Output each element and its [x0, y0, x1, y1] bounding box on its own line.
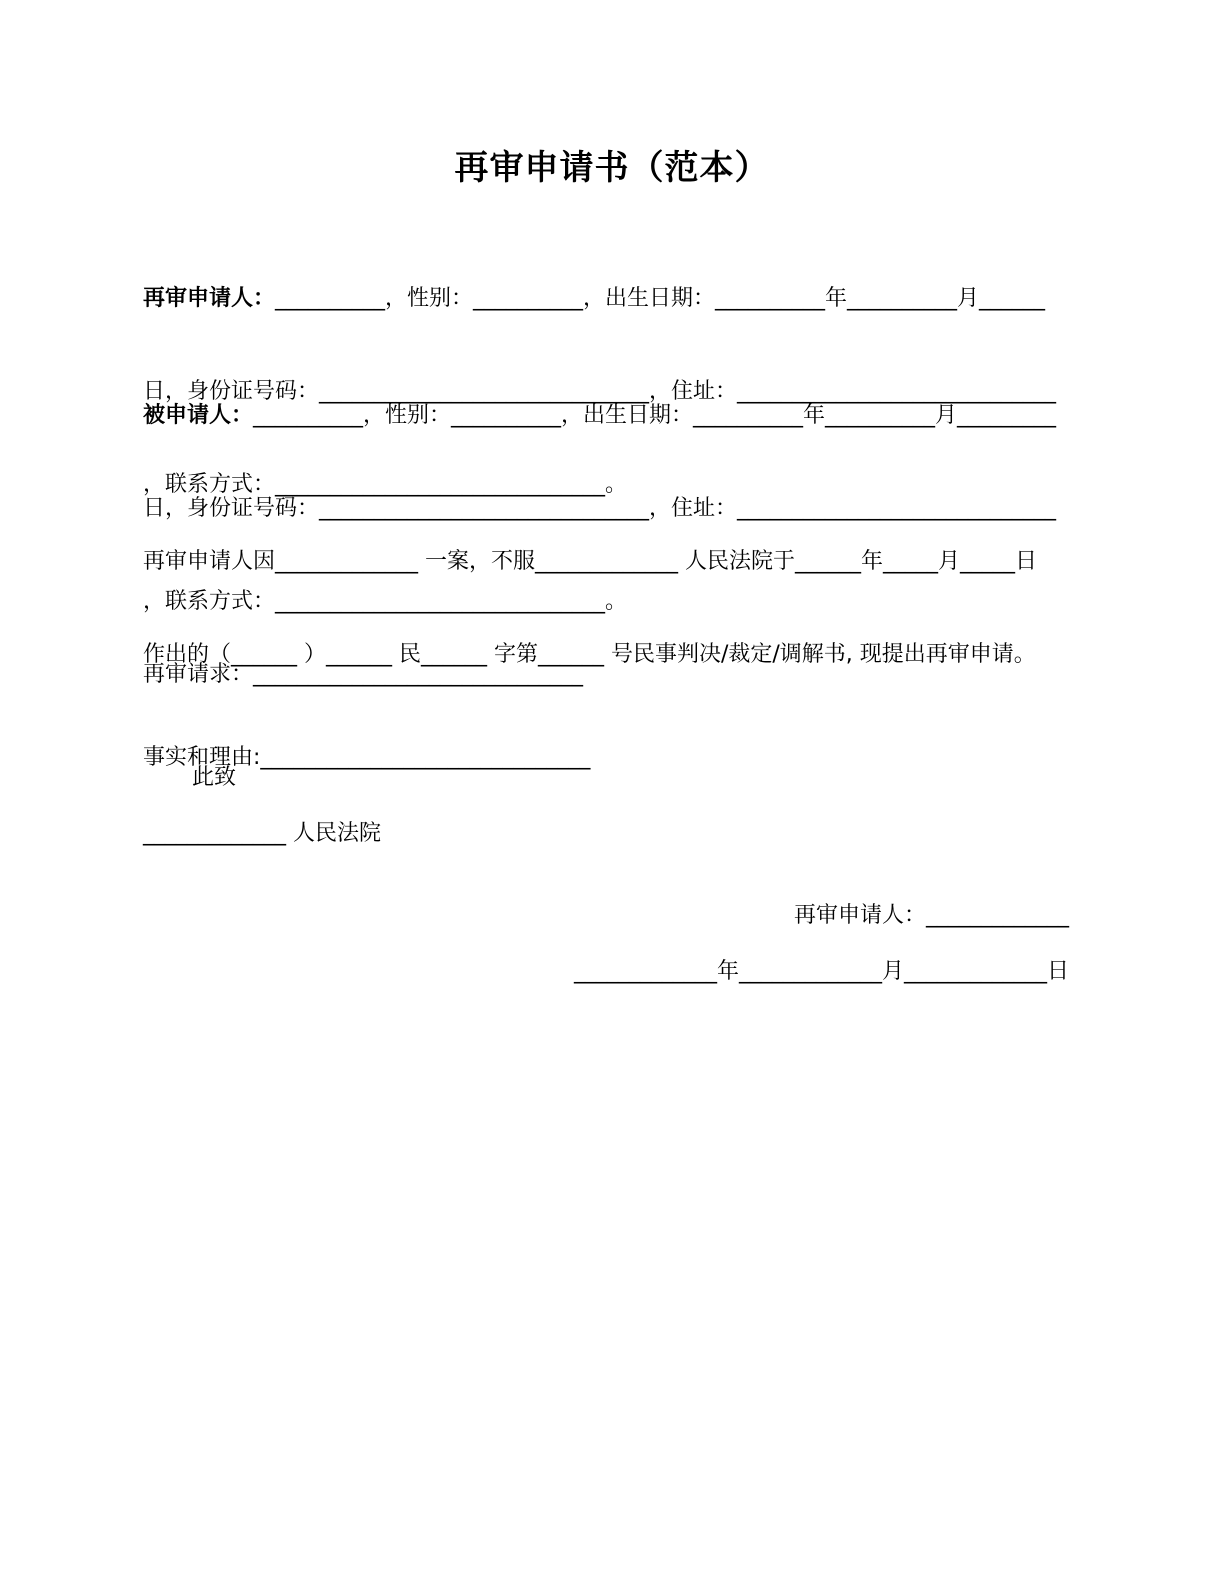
- applicant-line-1: __________，性别：__________，出生日期：__________年__________月______: [275, 286, 1046, 311]
- respondent-line-1: __________，性别：__________，出生日期：__________年__________月_________: [253, 403, 1057, 428]
- date-line: _____________年_____________月_____________日: [573, 959, 1069, 984]
- applicant-line-2: 日，身份证号码：______________________________，住址：_____________________________: [143, 379, 1057, 404]
- document-title: 再审申请书（范本）: [454, 148, 770, 188]
- facts-and-reasons-text: 事实和理由:______________________________: [143, 745, 591, 770]
- case-line-2: 作出的（______ ）______ 民______ 字第______ 号民事判决/裁定/调解书, 现提出再审申请。: [143, 642, 1036, 667]
- signature-line: 再审申请人：_____________: [793, 903, 1069, 928]
- applicant-line-3: ，联系方式：______________________________。: [143, 472, 628, 497]
- respondent-line-3: ，联系方式：______________________________。: [143, 589, 628, 614]
- court-addressee: _____________ 人民法院: [143, 821, 381, 846]
- respondent-label: 被申请人：: [143, 403, 254, 428]
- facts-and-reasons: [143, 680, 1083, 835]
- greeting: 此致: [192, 765, 237, 790]
- respondent-line-2: 日，身份证号码：______________________________，住址：_____________________________: [143, 496, 1057, 521]
- applicant-label: 再审申请人：: [143, 286, 276, 311]
- case-line-1: 再审申请人因_____________ 一案，不服_____________ 人民法院于______年_____月_____日: [143, 549, 1037, 574]
- retrial-request-text: 再审请求：______________________________: [143, 662, 584, 687]
